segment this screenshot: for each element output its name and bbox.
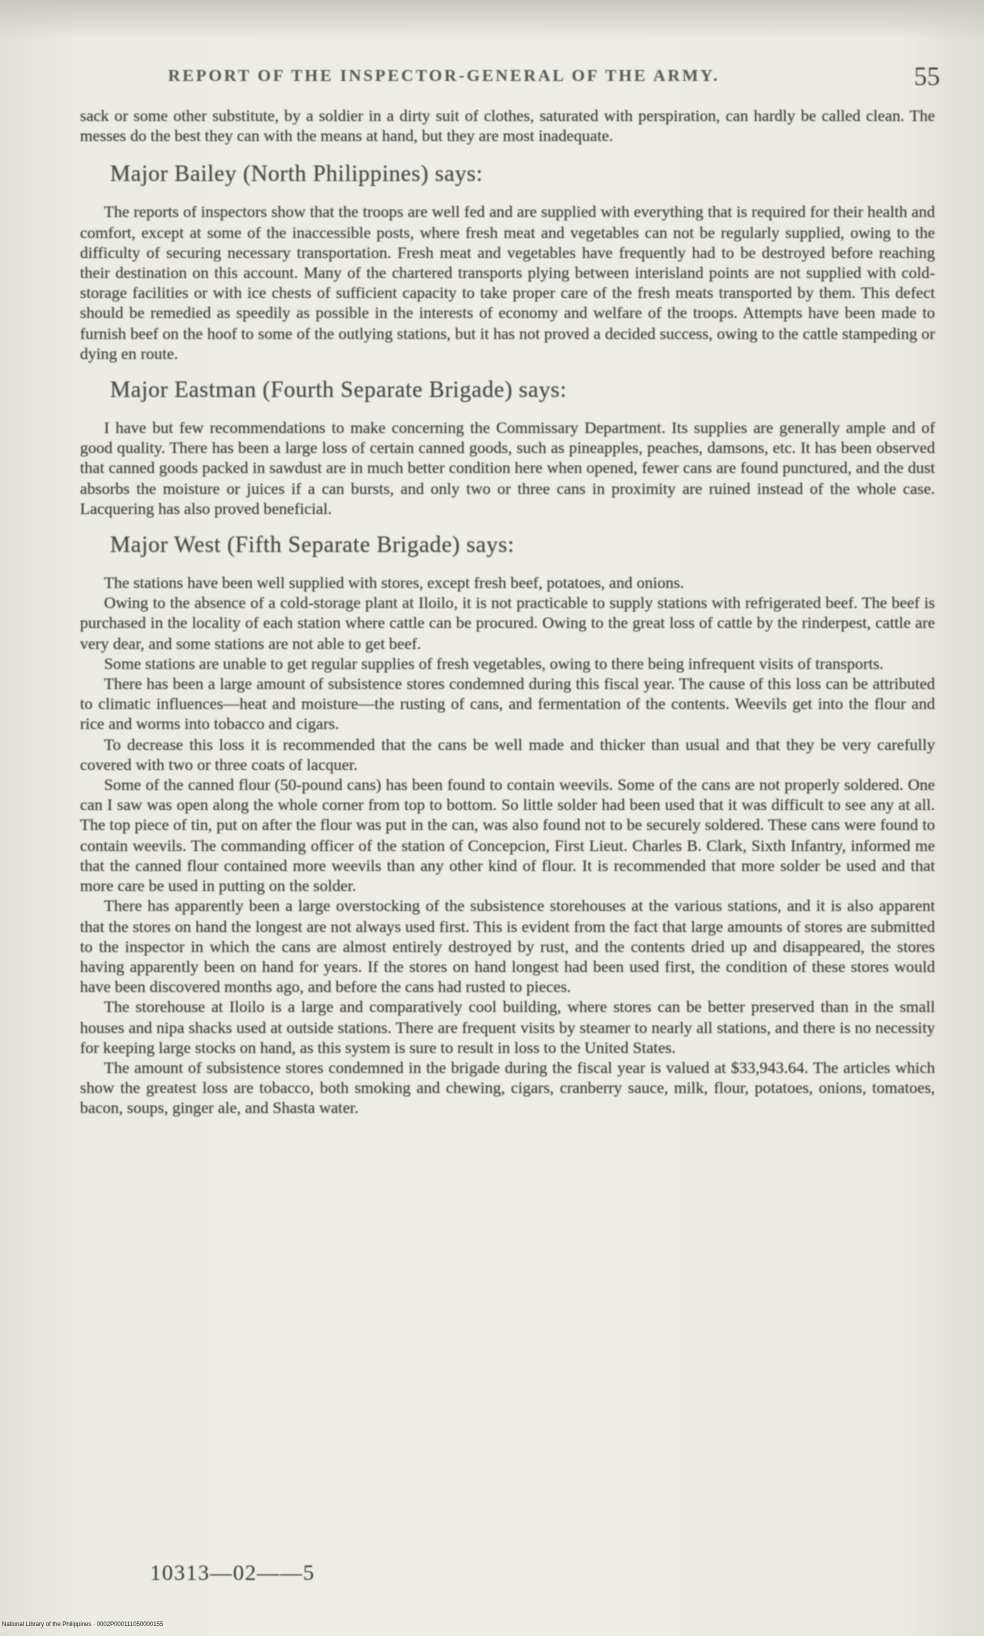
west-paragraph: Some of the canned flour (50-pound cans) has been found to contain weevils. Some of the cans are not properly soldered. One can I saw was open along the whole corner from top to bottom. So little solder had been used that it was difficult to see any at all. The top piece of tin, put on after the flour was put in the can, was also found not to be securely soldered. These cans were found to contain weevils. The commanding officer of the station of Concepcion, First Lieut. Charles B. Clark, Sixth Infantry, informed me that the canned flour contained more weevils than any other kind of flour. It is recommended that more solder be used and that more care be used in putting on the solder.	[80, 775, 935, 896]
west-paragraph: There has been a large amount of subsistence stores condemned during this fiscal year. The cause of this loss can be attributed to climatic influences—heat and moisture—the rusting of cans, and fermentation of the contents. Weevils get into the flour and rice and worms into tobacco and cigars.	[80, 674, 935, 734]
scan-edge-shadow	[0, 0, 984, 40]
section-heading-eastman: Major Eastman (Fourth Separate Brigade) says:	[110, 377, 567, 403]
west-paragraph: The storehouse at Iloilo is a large and comparatively cool building, where stores can be better preserved than in the small houses and nipa shacks used at outside stations. There are frequent visits by steamer to nearly all stations, and there is no necessity for keeping large stocks on hand, as this system is sure to result in loss to the United States.	[80, 997, 935, 1057]
west-paragraph: There has apparently been a large overstocking of the subsistence storehouses at the various stations, and it is also apparent that the stores on hand the longest are not always used first. This is evident from the fact that large amounts of stores are submitted to the inspector in which the cans are almost entirely destroyed by rust, and the contents dried up and disappeared, the stores having apparently been on hand for years. If the stores on hand longest had been used first, the condition of these stores would have been discovered months ago, and before the cans had rusted to pieces.	[80, 896, 935, 997]
west-paragraph: To decrease this loss it is recommended that the cans be well made and thicker than usual and that they be very carefully covered with two or three coats of lacquer.	[80, 734, 935, 774]
section-heading-west: Major West (Fifth Separate Brigade) says:	[110, 532, 515, 558]
west-paragraph: The stations have been well supplied with stores, except fresh beef, potatoes, and onions.	[104, 573, 685, 593]
section-heading-bailey: Major Bailey (North Philippines) says:	[110, 161, 483, 187]
running-title: REPORT OF THE INSPECTOR-GENERAL OF THE ARMY.	[168, 66, 720, 85]
west-paragraph: Some stations are unable to get regular supplies of fresh vegetables, owing to there being infrequent visits of transports.	[104, 653, 884, 673]
page-number: 55	[914, 62, 940, 91]
west-paragraph: The amount of subsistence stores condemned in the brigade during the fiscal year is valued at $33,943.64. The articles which show the greatest loss are tobacco, both smoking and chewing, cigars, cranberry sauce, milk, flour, potatoes, onions, tomatoes, bacon, soups, ginger ale, and Shasta water.	[80, 1057, 935, 1118]
document-body	[80, 106, 935, 1119]
eastman-paragraph: I have but few recommendations to make concerning the Commissary Department. Its supplies are generally ample and of good quality. There has been a large loss of certain canned goods, such as pineapples, peaches, damsons, etc. It has been observed that canned goods packed in sawdust are in much better condition here when opened, fewer cans are found punctured, and the dust absorbs the moisture or juices if a can bursts, and only two or three cans in proximity are ruined instead of the whole case. Lacquering has also proved beneficial.	[80, 418, 935, 518]
printer-signature-mark: 10313—02——5	[150, 1560, 315, 1585]
west-paragraph: Owing to the absence of a cold-storage plant at Iloilo, it is not practicable to supply stations with refrigerated beef. The beef is purchased in the locality of each station where cattle can be procured. Owing to the great loss of cattle by the rinderpest, cattle are very dear, and some stations are not able to get beef.	[80, 593, 935, 653]
intro-paragraph: sack or some other substitute, by a soldier in a dirty suit of clothes, saturated with perspiration, can hardly be called clean. The messes do the best they can with the means at hand, but they are most inadequate.	[80, 106, 935, 146]
running-head	[160, 62, 940, 94]
bailey-paragraph: The reports of inspectors show that the troops are well fed and are supplied with everything that is required for their health and comfort, except at some of the inaccessible posts, where fresh meat and vegetables can not be regularly supplied, owing to the difficulty of securing necessary transportation. Fresh meat and vegetables have frequently had to be destroyed before reaching their destination on this account. Many of the chartered transports plying between interisland points are not supplied with cold-storage facilities or with ice chests of sufficient capacity to take proper care of the fresh meats transported by them. This defect should be remedied as speedily as possible in the interests of economy and welfare of the troops. Attempts have been made to furnish beef on the hoof to some of the outlying stations, but it has not proved a decided success, owing to the cattle stampeding or dying en route.	[80, 202, 935, 363]
digitization-credit: National Library of the Philippines · 0002P000111050000155	[2, 1622, 164, 1628]
